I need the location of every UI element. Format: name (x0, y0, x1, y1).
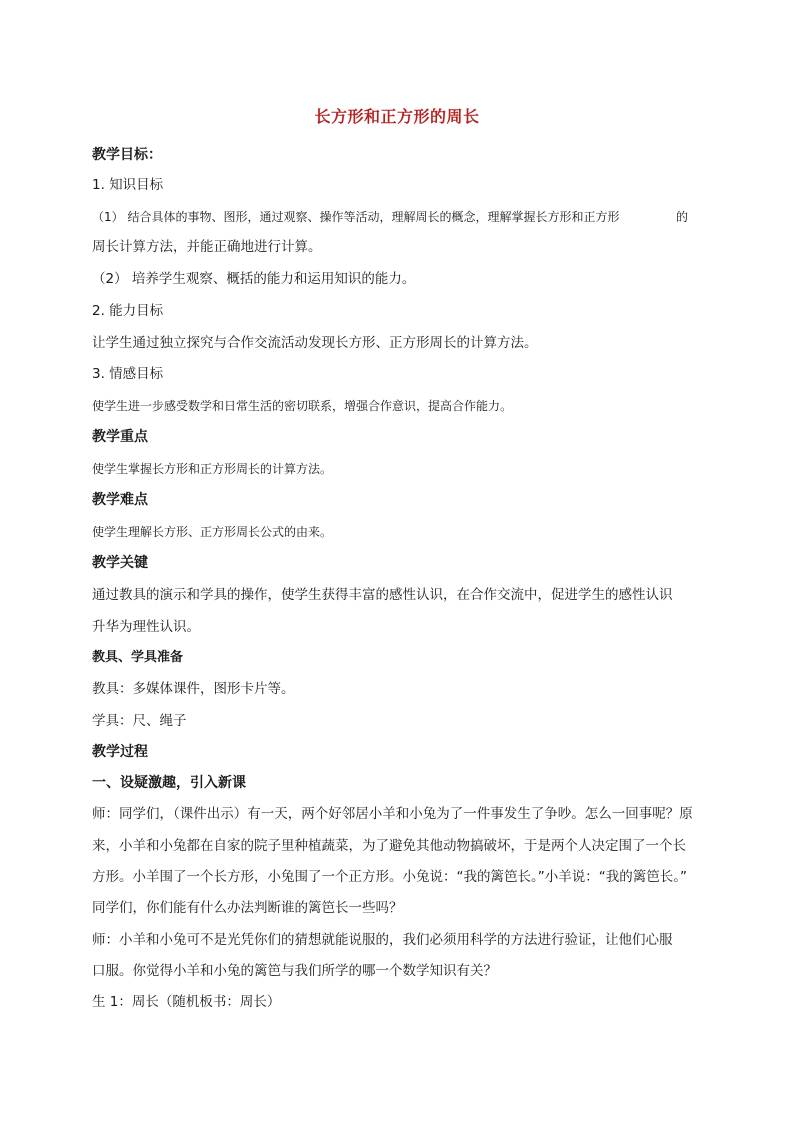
section-1-heading: 一、设疑激趣，引入新课 (92, 775, 246, 791)
emotion-goal-text: 使学生进一步感受数学和日常生活的密切联系，增强合作意识，提高合作能力。 (92, 399, 513, 413)
ability-goal-text: 让学生通过独立探究与合作交流活动发现长方形、正方形周长的计算方法。 (92, 335, 538, 351)
knowledge-goal-item-2: （2） 培养学生观察、概括的能力和运用知识的能力。 (92, 271, 416, 287)
paragraph-1-line-3: 方形。小羊围了一个长方形，小兔围了一个正方形。小兔说：“我的篱笆长。”小羊说：“我的篱笆长。” (92, 869, 687, 885)
subheading-knowledge-goal: 1. 知识目标 (92, 177, 164, 193)
subheading-ability-goal: 2. 能力目标 (92, 303, 164, 319)
knowledge-goal-item-1-tail: 的 (676, 210, 689, 224)
student-1-answer: 生 1：周长（随机板书：周长） (92, 994, 281, 1010)
heading-key-points: 教学重点 (92, 429, 148, 445)
difficulties-text: 使学生理解长方形、正方形周长公式的由来。 (92, 525, 333, 539)
key-method-text-2: 升华为理性认识。 (92, 619, 200, 635)
paragraph-1-line-2: 来，小羊和小兔都在自家的院子里种植蔬菜，为了避免其他动物搞破坏，于是两个人决定围了一个长 (92, 838, 686, 854)
materials-student: 学具：尺、绳子 (92, 713, 187, 729)
paragraph-1-line-4: 同学们，你们能有什么办法判断谁的篱笆长一些吗？ (92, 900, 403, 916)
document-title: 长方形和正方形的周长 (314, 107, 480, 126)
heading-difficulties: 教学难点 (92, 492, 148, 508)
heading-process: 教学过程 (92, 744, 148, 760)
paragraph-2-line-2: 口服。你觉得小羊和小兔的篱笆与我们所学的哪一个数学知识有关？ (92, 963, 497, 979)
heading-materials: 教具、学具准备 (92, 650, 184, 665)
key-points-text: 使学生掌握长方形和正方形周长的计算方法。 (92, 462, 333, 476)
paragraph-2-line-1: 师：小羊和小兔可不是光凭你们的猜想就能说服的，我们必须用科学的方法进行验证，让他们心服 (92, 932, 673, 948)
materials-teacher: 教具：多媒体课件，图形卡片等。 (92, 681, 295, 697)
subheading-emotion-goal: 3. 情感目标 (92, 366, 164, 382)
key-method-text-1: 通过教具的演示和学具的操作，使学生获得丰富的感性认识，在合作交流中，促进学生的感性认识 (92, 587, 673, 603)
heading-teaching-goals: 教学目标： (92, 147, 162, 163)
paragraph-1-line-1: 师：同学们，（课件出示）有一天，两个好邻居小羊和小兔为了一件事发生了争吵。怎么一回事呢？原 (92, 806, 693, 822)
knowledge-goal-item-1: （1） 结合具体的事物、图形，通过观察、操作等活动，理解周长的概念，理解掌握长方形和正方形 (92, 210, 620, 224)
heading-key-method: 教学关键 (92, 555, 148, 571)
knowledge-goal-item-1-cont: 周长计算方法，并能正确地进行计算。 (92, 239, 322, 255)
